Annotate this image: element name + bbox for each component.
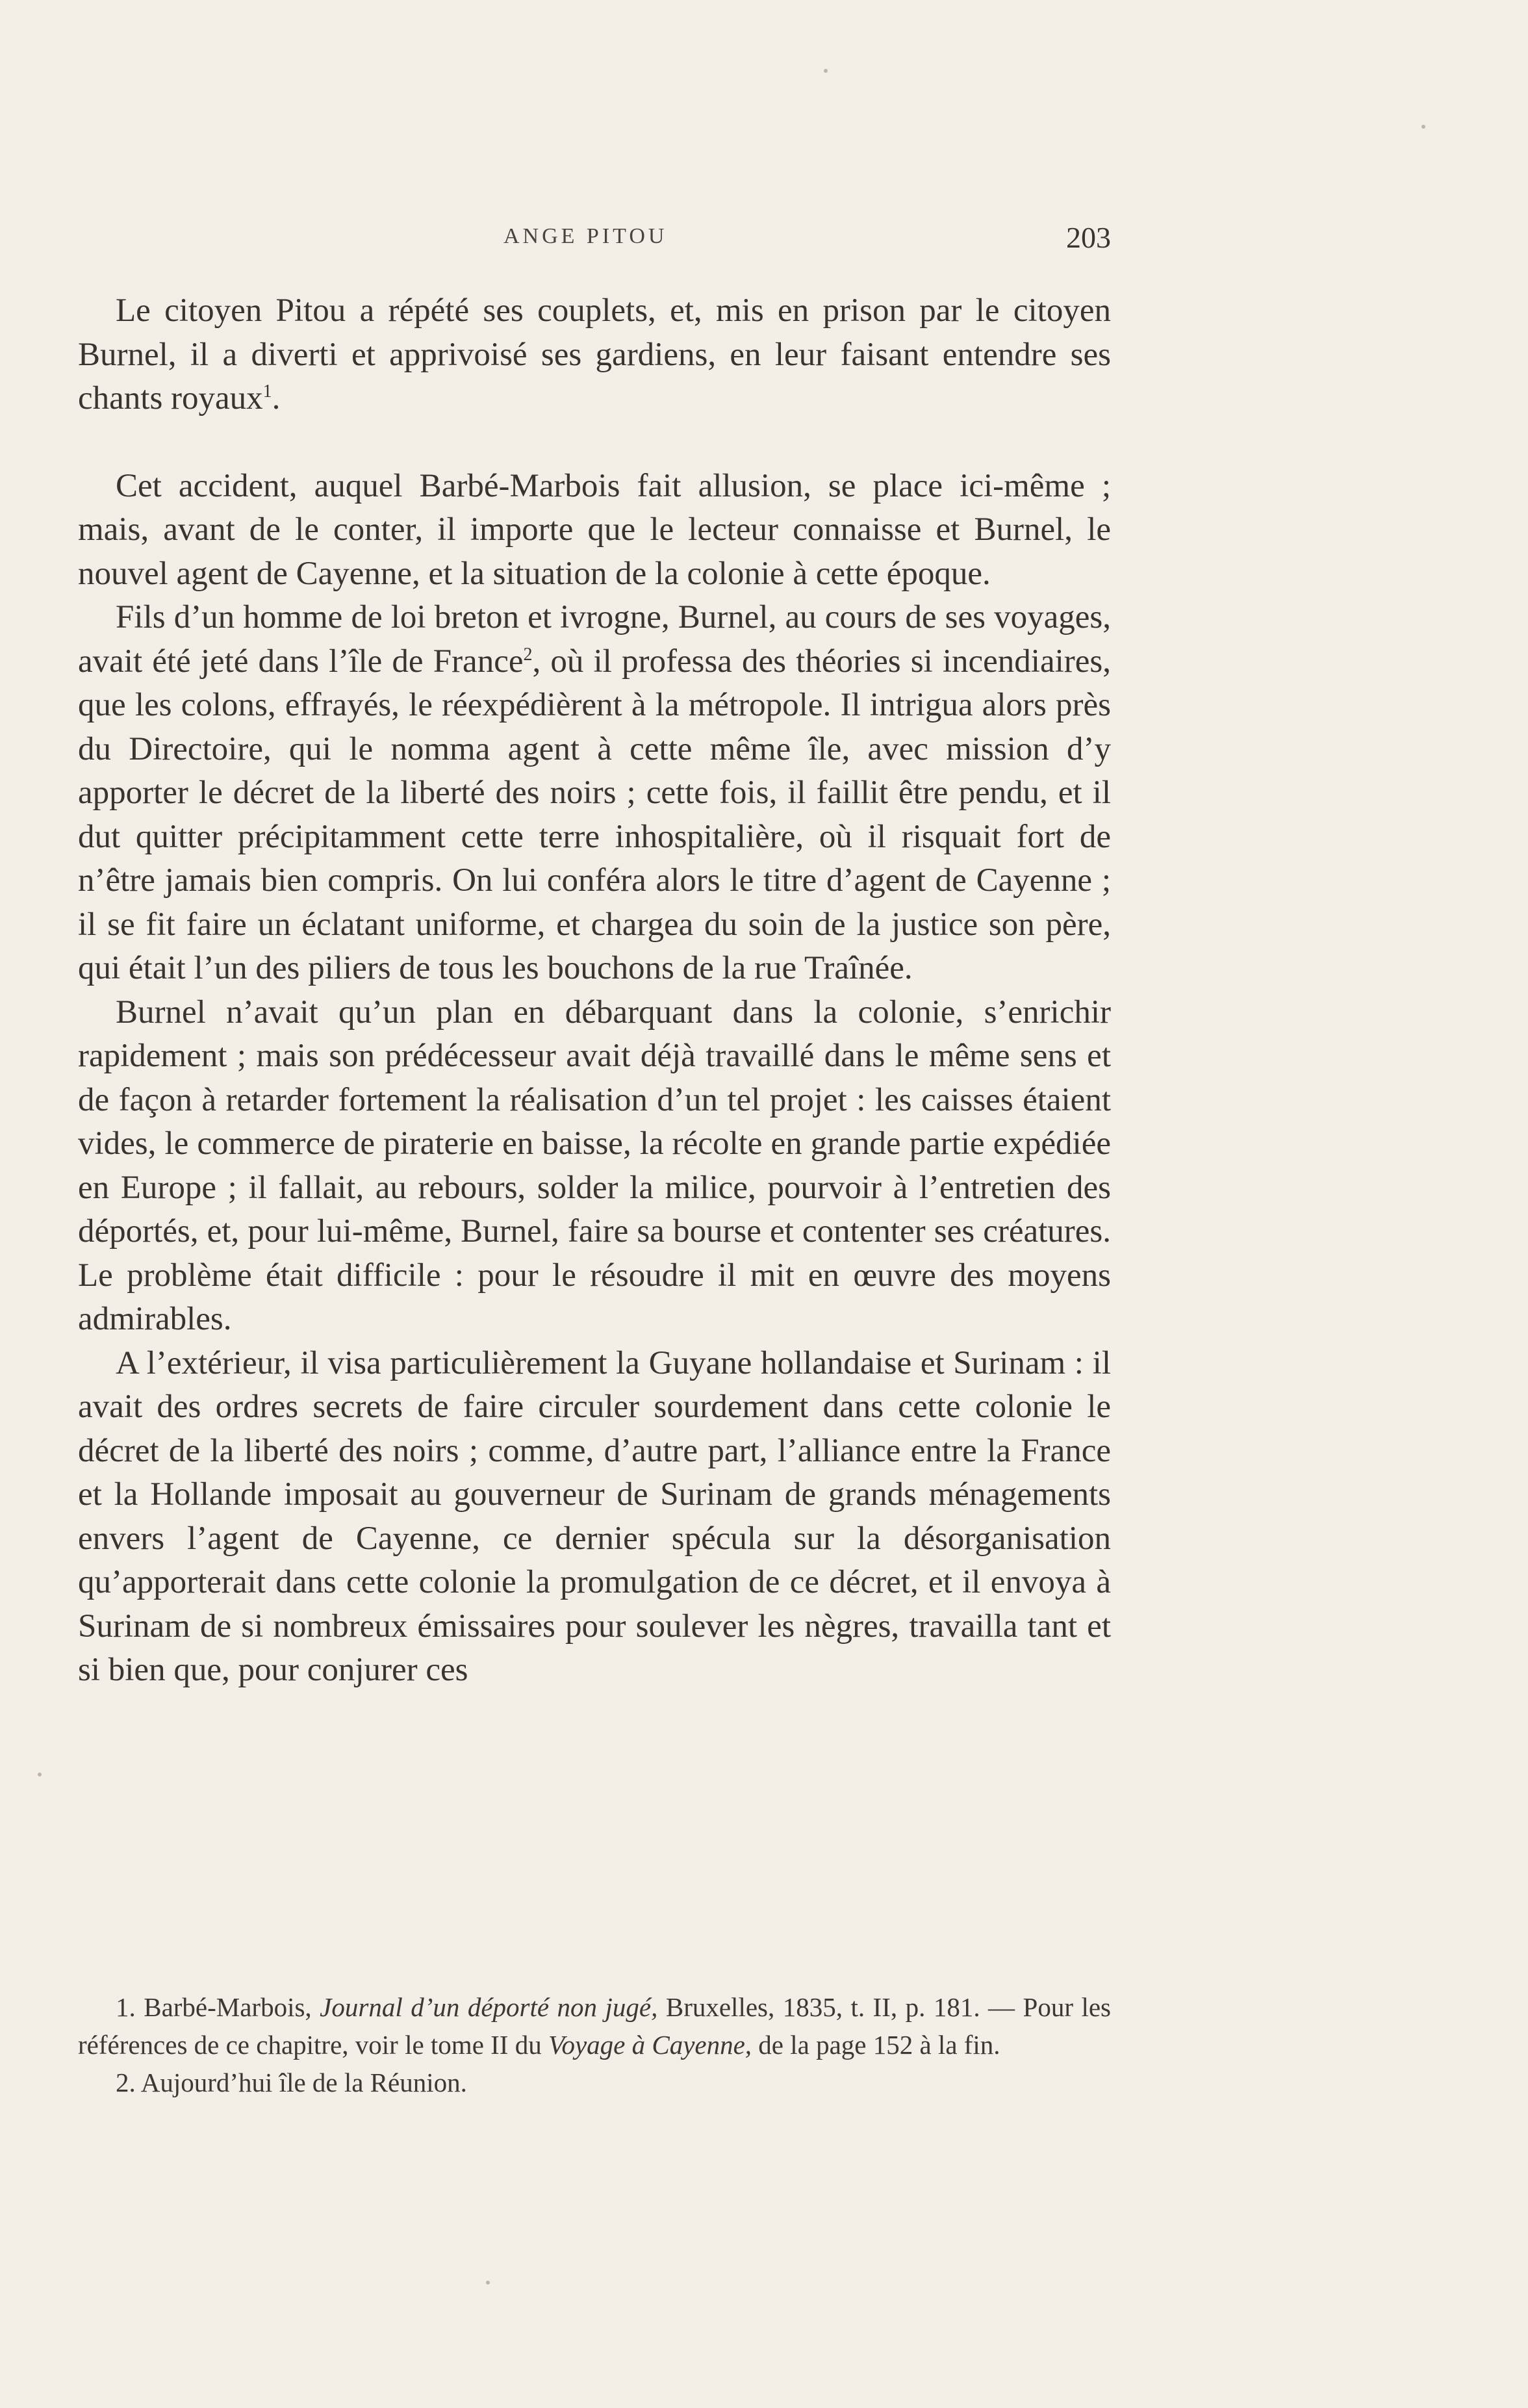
footnote-1-title: Journal d’un déporté non jugé, [320, 1992, 658, 2022]
paragraph-burnel-origin-rest: , où il professa des théories si incendiaires, que les colons, effrayés, le réexpédièrent à la métropole. Il intrigua alors près du Directoire, qui le nomma agent à cette même île, avec mission d’y apporter le décret de la liberté des noirs ; cette fois, il faillit être pendu, et il dut quitter précipitamment cette terre inhospitalière, où il risquait fort de n’être jamais bien compris. On lui conféra alors le titre d’agent de Cayenne ; il se fit faire un éclatant uniforme, et chargea du soin de la justice son père, qui était l’un des piliers de tous les bouchons de la rue Traînée. [78, 643, 1111, 986]
footnote-mark-1: 1 [262, 381, 272, 402]
paragraph-burnel-origin-start: Fils d’un homme de loi breton et ivrogne, Burnel, au cours de ses voyages, avait été jeté dans l’île de France [78, 599, 1111, 680]
paper-speck [1421, 125, 1425, 129]
footnote-2 [78, 2064, 1111, 2101]
page-number: 203 [1066, 221, 1111, 254]
footnotes [78, 1988, 1111, 2101]
paper-speck [38, 1773, 42, 1776]
footnote-1 [78, 1988, 1111, 2064]
footnote-1-author: Barbé-Marbois, [144, 1992, 320, 2022]
paragraph-surinam: A l’extérieur, il visa particulièrement la Guyane hollandaise et Surinam : il avait des ordres secrets de faire circuler sourdement dans cette colonie le décret de la liberté des noirs ; comme, d’autre part, l’alliance entre la France et la Hollande imposait au gouverneur de Surinam de grands ménagements envers l’agent de Cayenne, ce dernier spécula sur la désorganisation qu’apporterait dans cette colonie la promulgation de ce décret, et il envoya à Surinam de si nombreux émissaires pour soulever les nègres, travailla tant et si bien que, pour conjurer ces [78, 1344, 1111, 1688]
paragraph-burnel-origin [78, 596, 1111, 991]
page-header [78, 221, 1111, 263]
paragraph-burnel-plan: Burnel n’avait qu’un plan en débarquant dans la colonie, s’enrichir rapidement ; mais son prédécesseur avait déjà travaillé dans le même sens et de façon à retarder fortement la réalisation d’un tel projet : les caisses étaient vides, le commerce de piraterie en baisse, la récolte en grande partie expédiée en Europe ; il fallait, au rebours, solder la milice, pourvoir à l’entretien des déportés, et, pour lui-même, Burnel, faire sa bourse et contenter ses créatures. Le problème était difficile : pour le résoudre il mit en œuvre des moyens admirables. [78, 993, 1111, 1337]
footnote-2-text: Aujourd’hui île de la Réunion. [135, 2068, 467, 2097]
footnote-2-number: 2. [116, 2068, 136, 2097]
footnote-1-details: Bruxelles, 1835, t. II, p. 181. — Pour les références de ce chapitre, voir le tome II du [78, 1992, 1112, 2060]
footnote-1-number: 1. [116, 1992, 136, 2022]
paper-speck [486, 2281, 490, 2285]
footnote-1-end: de la page 152 à la fin. [752, 2030, 1000, 2060]
footnote-1-work: Voyage à Cayenne, [548, 2030, 752, 2060]
paragraph-quote: Le citoyen Pitou a répété ses couplets, et, mis en prison par le citoyen Burnel, il a diverti et apprivoisé ses gardiens, en leur faisant entendre ses chants royaux$^1$. [78, 292, 1111, 416]
paper-speck [824, 69, 828, 73]
paragraph-quote-text: Le citoyen Pitou a répété ses couplets, et, mis en prison par le citoyen Burnel, il a diverti et apprivoisé ses gardiens, en leur faisant entendre ses chants royaux [78, 292, 1111, 416]
main-text [78, 289, 1111, 1693]
paragraph-accident: Cet accident, auquel Barbé-Marbois fait allusion, se place ici-même ; mais, avant de le conter, il importe que le lecteur connaisse et Burnel, le nouvel agent de Cayenne, et la situation de la colonie à cette époque. [78, 467, 1111, 592]
footnote-mark-2: 2 [523, 644, 533, 665]
running-title: ANGE PITOU [503, 224, 668, 248]
